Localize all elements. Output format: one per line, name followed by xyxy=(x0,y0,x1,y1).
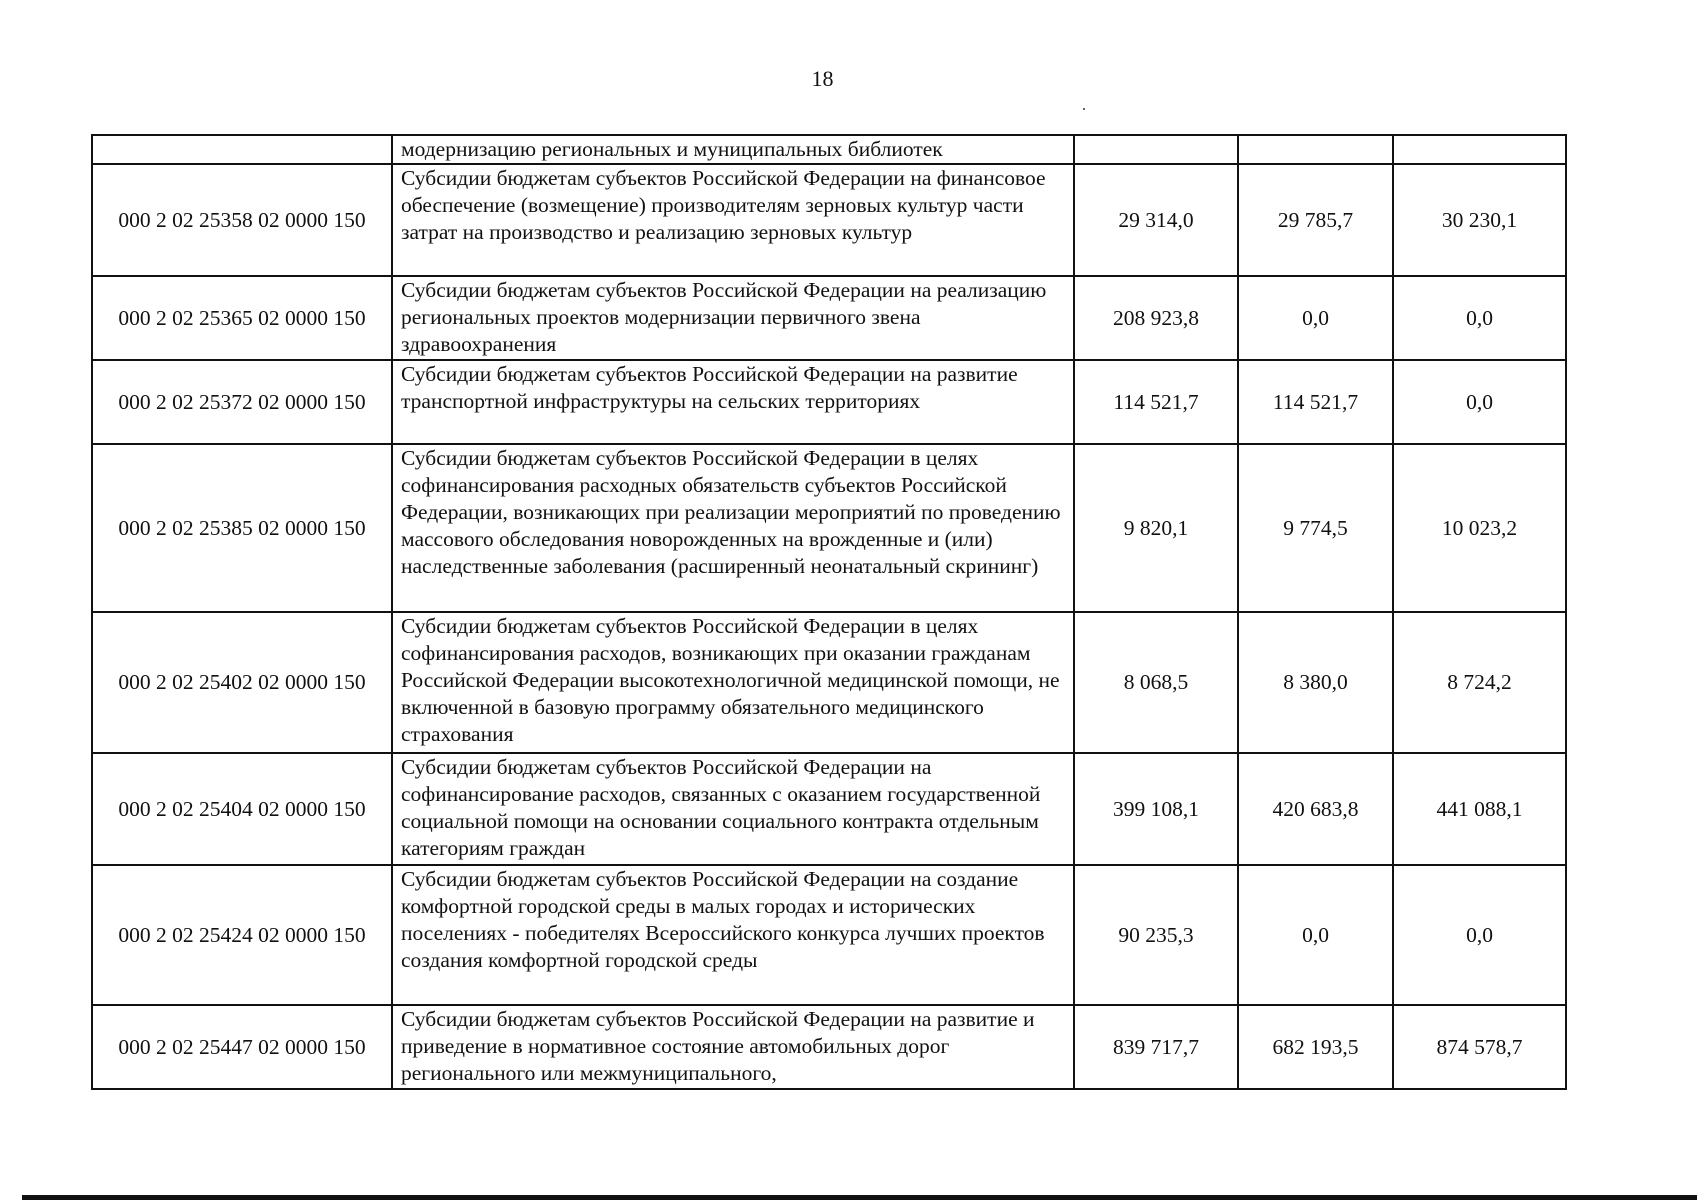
amount-year-2: 9 774,5 xyxy=(1238,444,1393,612)
table-row xyxy=(92,865,1566,1005)
scan-edge-rule xyxy=(22,1195,1697,1200)
budget-code: 000 2 02 25358 02 0000 150 xyxy=(92,164,392,276)
amount-year-1 xyxy=(1074,135,1238,164)
amount-year-3: 10 023,2 xyxy=(1393,444,1566,612)
amount-year-1: 114 521,7 xyxy=(1074,360,1238,444)
amount-year-2: 0,0 xyxy=(1238,276,1393,360)
amount-year-2: 420 683,8 xyxy=(1238,753,1393,865)
row-description: Субсидии бюджетам субъектов Российской Федерации на развитие и приведение в нормативное состояние автомобильных дорог регионального или межмуниципального, xyxy=(392,1005,1074,1089)
amount-year-1: 90 235,3 xyxy=(1074,865,1238,1005)
amount-year-3: 441 088,1 xyxy=(1393,753,1566,865)
amount-year-1: 399 108,1 xyxy=(1074,753,1238,865)
amount-year-2: 0,0 xyxy=(1238,865,1393,1005)
row-description: Субсидии бюджетам субъектов Российской Федерации на финансовое обеспечение (возмещение) производителям зерновых культур части затрат на производство и реализацию зерновых культур xyxy=(392,164,1074,276)
budget-code: 000 2 02 25424 02 0000 150 xyxy=(92,865,392,1005)
table-row xyxy=(92,753,1566,865)
budget-code: 000 2 02 25365 02 0000 150 xyxy=(92,276,392,360)
row-description: Субсидии бюджетам субъектов Российской Федерации на развитие транспортной инфраструктуры на сельских территориях xyxy=(392,360,1074,444)
row-description: модернизацию региональных и муниципальных библиотек xyxy=(392,135,1074,164)
amount-year-2: 114 521,7 xyxy=(1238,360,1393,444)
budget-code xyxy=(92,135,392,164)
table-row xyxy=(92,612,1566,753)
budget-code: 000 2 02 25385 02 0000 150 xyxy=(92,444,392,612)
amount-year-1: 8 068,5 xyxy=(1074,612,1238,753)
amount-year-2 xyxy=(1238,135,1393,164)
amount-year-1: 839 717,7 xyxy=(1074,1005,1238,1089)
amount-year-3: 8 724,2 xyxy=(1393,612,1566,753)
budget-code: 000 2 02 25372 02 0000 150 xyxy=(92,360,392,444)
table-row xyxy=(92,1005,1566,1089)
amount-year-1: 9 820,1 xyxy=(1074,444,1238,612)
table-row xyxy=(92,164,1566,276)
row-description: Субсидии бюджетам субъектов Российской Федерации на реализацию региональных проектов модернизации первичного звена здравоохранения xyxy=(392,276,1074,360)
amount-year-2: 682 193,5 xyxy=(1238,1005,1393,1089)
budget-code: 000 2 02 25447 02 0000 150 xyxy=(92,1005,392,1089)
table-row xyxy=(92,135,1566,164)
row-description: Субсидии бюджетам субъектов Российской Федерации в целях софинансирования расходов, возникающих при оказании гражданам Российской Федерации высокотехнологичной медицинской помощи, не включенной в базовую программу обязательного медицинского страхования xyxy=(392,612,1074,753)
amount-year-2: 29 785,7 xyxy=(1238,164,1393,276)
row-description: Субсидии бюджетам субъектов Российской Федерации в целях софинансирования расходных обязательств субъектов Российской Федерации, возникающих при реализации мероприятий по проведению массового обследования новорожденных на врожденные и (или) наследственные заболевания (расширенный неонатальный скрининг) xyxy=(392,444,1074,612)
budget-table xyxy=(91,134,1565,1090)
row-description: Субсидии бюджетам субъектов Российской Федерации на софинансирование расходов, связанных с оказанием государственной социальной помощи на основании социального контракта отдельным категориям граждан xyxy=(392,753,1074,865)
amount-year-1: 29 314,0 xyxy=(1074,164,1238,276)
amount-year-3: 0,0 xyxy=(1393,865,1566,1005)
amount-year-3: 0,0 xyxy=(1393,360,1566,444)
amount-year-3: 0,0 xyxy=(1393,276,1566,360)
page-number: 18 xyxy=(811,66,834,91)
table-row xyxy=(92,444,1566,612)
amount-year-2: 8 380,0 xyxy=(1238,612,1393,753)
table-row xyxy=(92,276,1566,360)
amount-year-1: 208 923,8 xyxy=(1074,276,1238,360)
budget-code: 000 2 02 25404 02 0000 150 xyxy=(92,753,392,865)
amount-year-3: 30 230,1 xyxy=(1393,164,1566,276)
amount-year-3: 874 578,7 xyxy=(1393,1005,1566,1089)
budget-code: 000 2 02 25402 02 0000 150 xyxy=(92,612,392,753)
row-description: Субсидии бюджетам субъектов Российской Федерации на создание комфортной городской среды в малых городах и исторических поселениях - победителях Всероссийского конкурса лучших проектов создания комфортной городской среды xyxy=(392,865,1074,1005)
scan-speck xyxy=(1083,108,1085,110)
amount-year-3 xyxy=(1393,135,1566,164)
table-row xyxy=(92,360,1566,444)
